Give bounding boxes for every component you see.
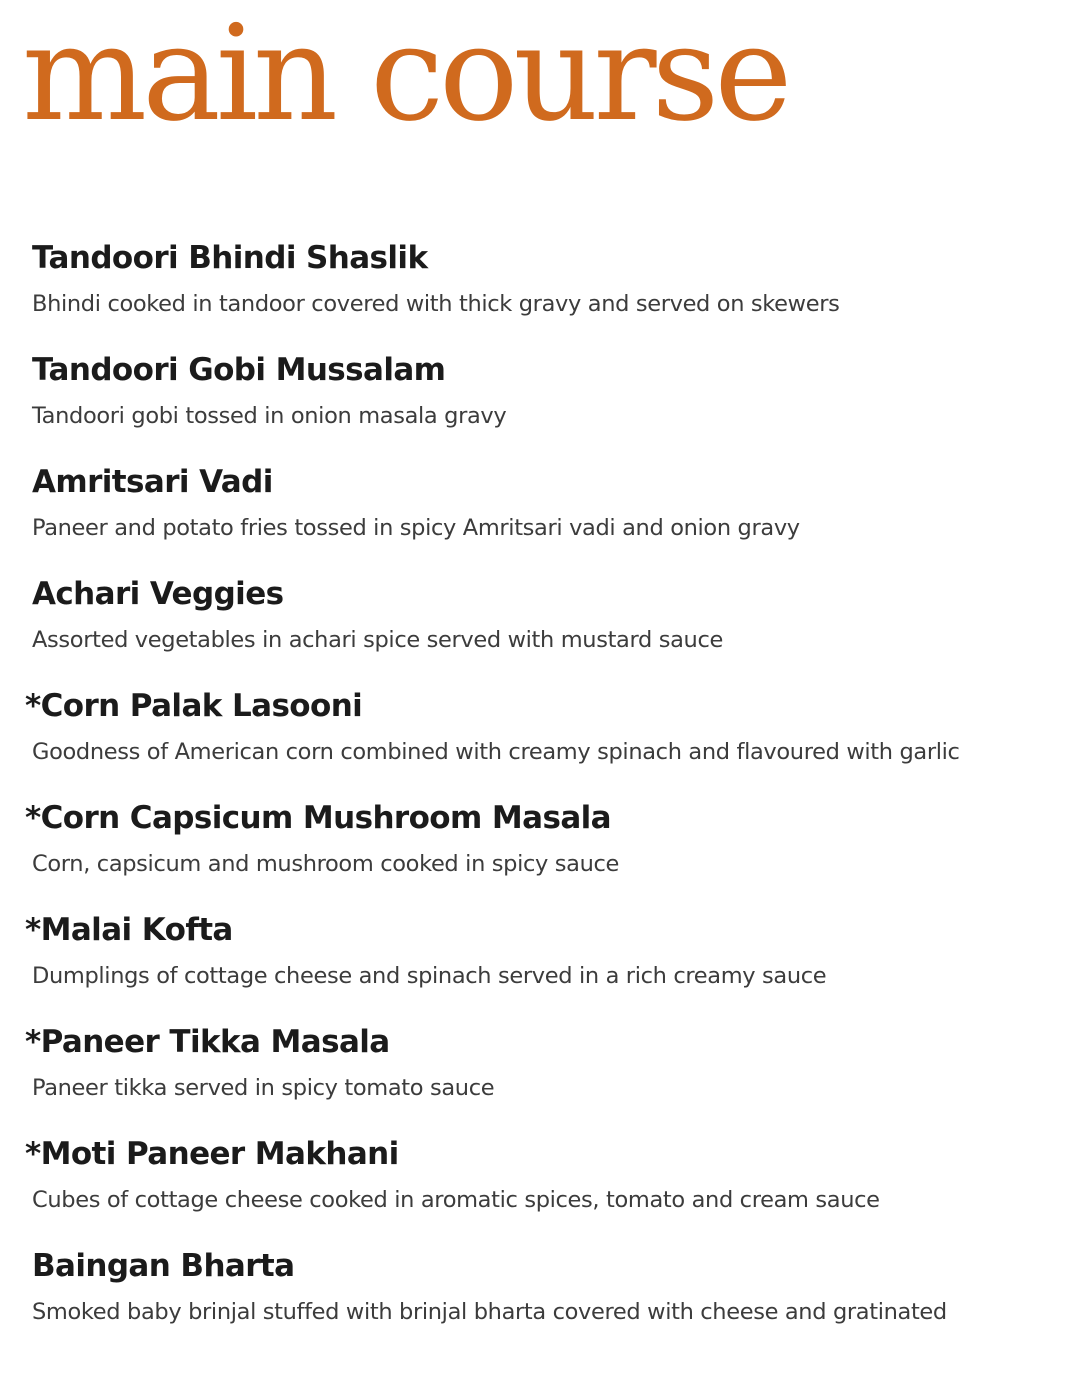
menu-item xyxy=(0,906,1080,1018)
menu-item-name: Achari Veggies xyxy=(32,576,284,612)
menu-item xyxy=(0,346,1080,458)
menu-item-name: Amritsari Vadi xyxy=(32,464,273,500)
menu-item-name: Tandoori Bhindi Shaslik xyxy=(32,240,428,276)
menu-item-description: Assorted vegetables in achari spice served with mustard sauce xyxy=(32,627,723,653)
menu-item-description: Paneer tikka served in spicy tomato sauce xyxy=(32,1075,495,1101)
menu-item xyxy=(0,682,1080,794)
menu-item-description: Paneer and potato fries tossed in spicy Amritsari vadi and onion gravy xyxy=(32,515,800,541)
menu-item-name: *Corn Capsicum Mushroom Masala xyxy=(25,800,611,836)
menu-item-name: *Paneer Tikka Masala xyxy=(25,1024,390,1060)
menu-item xyxy=(0,570,1080,682)
menu-item xyxy=(0,458,1080,570)
menu-item-description: Smoked baby brinjal stuffed with brinjal bharta covered with cheese and gratinated xyxy=(32,1299,947,1325)
menu-item xyxy=(0,234,1080,346)
menu-item-description: Corn, capsicum and mushroom cooked in spicy sauce xyxy=(32,851,620,877)
menu-item-name: *Malai Kofta xyxy=(25,912,233,948)
menu-item-description: Goodness of American corn combined with creamy spinach and flavoured with garlic xyxy=(32,739,960,765)
menu-item xyxy=(0,1242,1080,1354)
menu-item-name: *Moti Paneer Makhani xyxy=(25,1136,399,1172)
menu-item-name: Tandoori Gobi Mussalam xyxy=(32,352,446,388)
menu-item-name: *Corn Palak Lasooni xyxy=(25,688,363,724)
menu-item-description: Bhindi cooked in tandoor covered with thick gravy and served on skewers xyxy=(32,291,840,317)
menu-item-name: Baingan Bharta xyxy=(32,1248,295,1284)
menu-item xyxy=(0,794,1080,906)
menu-item-description: Dumplings of cottage cheese and spinach served in a rich creamy sauce xyxy=(32,963,827,989)
menu-item-description: Cubes of cottage cheese cooked in aromatic spices, tomato and cream sauce xyxy=(32,1187,880,1213)
page-title: main course xyxy=(22,0,788,151)
menu-item xyxy=(0,1018,1080,1130)
menu-item xyxy=(0,1130,1080,1242)
menu-item-description: Tandoori gobi tossed in onion masala gravy xyxy=(32,403,507,429)
menu-list xyxy=(0,234,1080,1354)
